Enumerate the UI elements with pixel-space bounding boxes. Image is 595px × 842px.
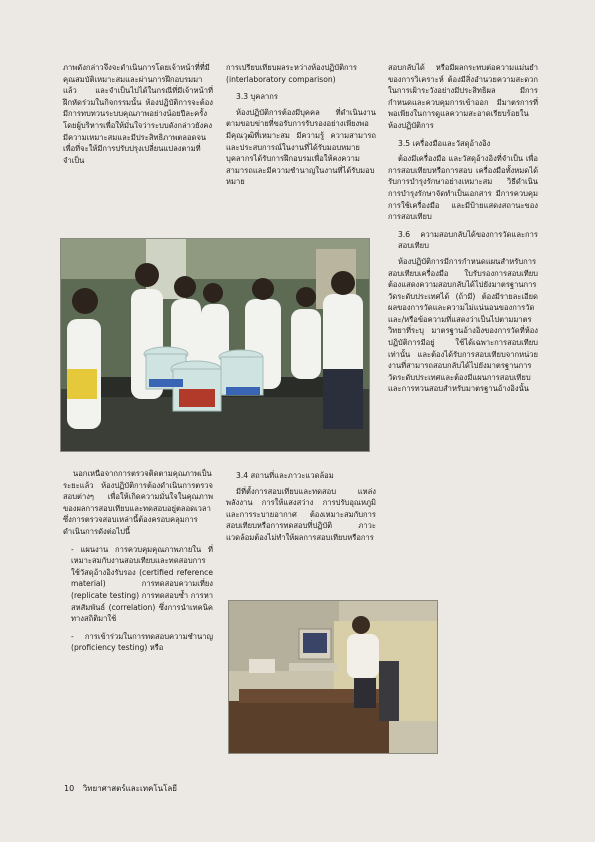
bullet-item: - การเข้าร่วมในการทดสอบความชำนาญ (proficiency testing) หรือ: [71, 631, 213, 653]
body-paragraph: มีที่ตั้งการสอบเทียบและทดสอบ แหล่งพลังงาน การให้แสงสว่าง การปรับอุณหภูมิ และการระบายอากาศ ต้องเหมาะสมกับการสอบเทียบหรือการทดสอบที่ปฏิบัติ ภาวะแวดล้อมต้องไม่ทำให้ผลการสอบเทียบหรือการ: [226, 486, 376, 542]
body-paragraph: ห้องปฏิบัติการมีการกำหนดแผนสำหรับการสอบเทียบเครื่องมือ ใบรับรองการสอบเทียบ ต้องแสดงความสอบกลับได้ไปยังมาตรฐานการวัดระดับประเทศได้ (ถ้ามี) ต้องมีรายละเอียดผลของการวัดและความไม่แน่นอนของการวัด และ/หรือข้อความที่แสดงว่าเป็นไปตามมาตรวิทยาที่ระบุ มาตรฐานอ้างอิงของการวัดที่ห้องปฏิบัติการมีอยู่ ใช้ได้เฉพาะการสอบเทียบเท่านั้น และต้องได้รับการสอบเทียบจากหน่วยงานที่สามารถสอบกลับได้ไปยังมาตรฐานการวัดระดับประเทศและต้องมีแผนการสอบเทียบ และการทวนสอบสำหรับมาตรฐานอ้างอิงนั้น: [388, 256, 538, 394]
column-1-bottom: [63, 468, 213, 660]
lab-staff-photo: [60, 238, 370, 452]
section-heading-3-5: 3.5 เครื่องมือและวัสดุอ้างอิง: [398, 138, 491, 148]
column-2-top: [226, 62, 376, 194]
body-paragraph: ภาพดังกล่าวจึงจะดำเนินการโดยเจ้าหน้าที่ที่มีคุณสมบัติเหมาะสมและผ่านการฝึกอบรมมาแล้ว และจำเป็นไปได้ในกรณีที่มีเจ้าหน้าที่ฝึกหัดร่วมในกิจกรรมนั้น ห้องปฏิบัติการจะต้องมีการทบทวนระบบคุณภาพอย่างน้อยปีละครั้ง โดยผู้บริหารเพื่อให้มั่นใจว่าระบบดังกล่าวยังคงมีความเหมาะสมและมีประสิทธิภาพตลอดจน เพื่อที่จะให้มีการปรับปรุงเปลี่ยนแปลงตามที่จำเป็น: [63, 63, 213, 165]
body-paragraph: การเปรียบเทียบผลระหว่างห้องปฏิบัติการ (interlaboratory comparison): [226, 63, 357, 84]
section-heading-3-4: 3.4 สถานที่และภาวะแวดล้อม: [236, 471, 334, 480]
body-paragraph: นอกเหนือจากการตรวจติดตามคุณภาพเป็นระยะแล้ว ห้องปฏิบัติการต้องดำเนินการตรวจสอบต่างๆ เพื่อให้เกิดความมั่นใจในคุณภาพของผลการสอบเทียบและทดสอบอยู่ตลอดเวลา ซึ่งการตรวจสอบเหล่านี้ต้องครอบคลุมการดำเนินการดังต่อไปนี้: [63, 469, 213, 536]
column-3: [388, 62, 538, 401]
column-2-bottom: [226, 466, 376, 550]
bullet-item: - แผนงาน การควบคุมคุณภาพภายใน ที่เหมาะสมกับงานสอบเทียบและทดสอบการใช้วัสดุอ้างอิงรับรอง (certified reference material) การทดสอบความเที่ยง (replicate testing) การทดสอบซ้ำ การหาสหสัมพันธ์ (correlation) ซึ่งการนำเทคนิคทางสถิติมาใช้: [71, 544, 213, 624]
column-1-top: [63, 62, 213, 172]
section-heading-3-6: 3.6 ความสอบกลับได้ของการวัดและการสอบเทียบ: [398, 229, 538, 251]
body-paragraph: สอบกลับได้ หรือมีผลกระทบต่อความแม่นยำของการวิเคราะห์ ต้องมีสิ่งอำนวยความสะดวกในการเฝ้าระวังอย่างมีประสิทธิผล มีการกำหนดและควบคุมการเข้าออก มีมาตรการที่พอเพียงในการดูแลความสะอาดเรียบร้อยในห้องปฏิบัติการ: [388, 63, 538, 130]
body-paragraph: ต้องมีเครื่องมือ และวัสดุอ้างอิงที่จำเป็น เพื่อการสอบเทียบหรือการสอบ เครื่องมือทั้งหมดได้รับการบำรุงรักษาอย่างเหมาะสม วิธีดำเนินการบำรุงรักษาจัดทำเป็นเอกสาร มีการควบคุมการใช้เครื่องมือ และมีป้ายแสดงสถานะของการสอบเทียบ: [388, 154, 538, 222]
page-footer: [64, 782, 177, 795]
publication-title: วิทยาศาสตร์และเทคโนโลยี: [82, 784, 177, 793]
computer-workstation-photo: [228, 600, 438, 754]
body-paragraph: ห้องปฏิบัติการต้องมีบุคคล ที่ดำเนินงานตามขอบข่ายที่ขอรับการรับรองอย่างเพียงพอ มีคุณวุฒิที่เหมาะสม มีความรู้ ความสามารถและประสบการณ์ในงานที่ได้รับมอบหมาย บุคลากรได้รับการฝึกอบรมเพื่อให้คงความสามารถและมีความชำนาญในงานที่ได้รับมอบหมาย: [226, 107, 376, 187]
section-heading-3-3: 3.3 บุคลากร: [236, 92, 278, 102]
page-number: 10: [64, 784, 75, 793]
